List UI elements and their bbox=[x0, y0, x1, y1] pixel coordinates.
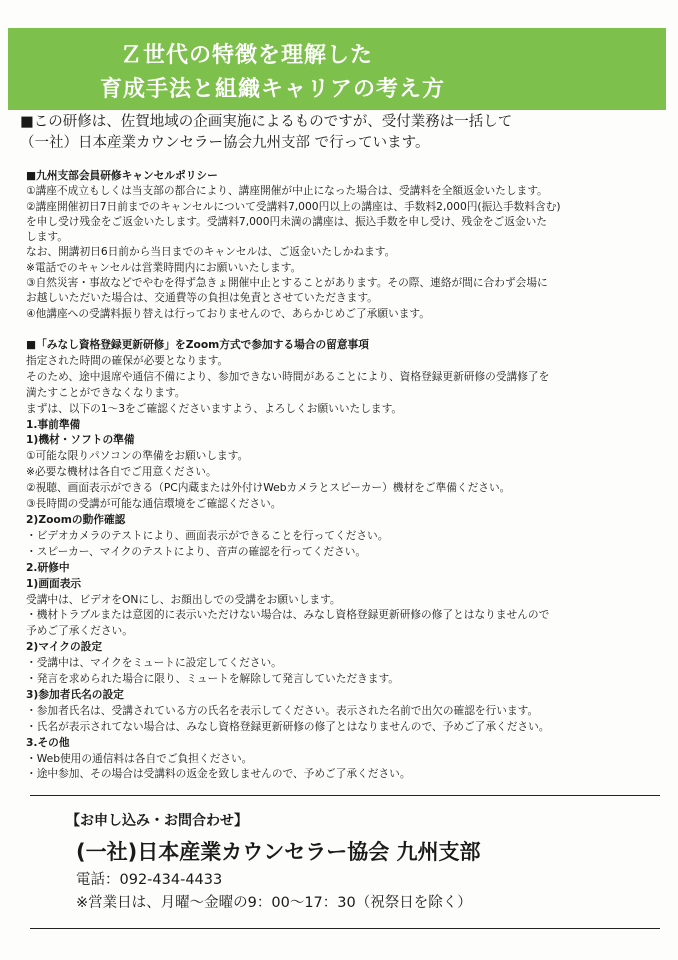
policy-line: を申し受け残金をご返金いたします。受講料7,000円未満の講座は、振込手数を申し受け、残金をご返金いた bbox=[26, 214, 547, 228]
other-line: ・Web使用の通信料は各自でご負担ください。 bbox=[26, 751, 253, 765]
intro-line-1: ■この研修は、佐賀地域の企画実施によるものですが、受付業務は一括して bbox=[20, 114, 513, 130]
equipment-line: ③長時間の受講が可能な通信環境をご確認ください。 bbox=[26, 497, 282, 511]
intro-line-2: （一社）日本産業カウンセラー協会九州支部 で行っています。 bbox=[20, 135, 430, 151]
bottom-divider bbox=[30, 928, 660, 929]
equipment-subheading: 1)機材・ソフトの準備 bbox=[26, 433, 135, 447]
zoom-intro-line: 指定された時間の確保が必要となります。 bbox=[26, 353, 229, 367]
zoom-notes-section bbox=[26, 337, 646, 782]
equipment-line: ①可能な限りパソコンの準備をお願いします。 bbox=[26, 449, 249, 463]
policy-line: ②講座開催初日7日前までのキャンセルについて受講料7,000円以上の講座は、手数料2,000円(振込手数料含む) bbox=[26, 199, 561, 213]
cancel-policy-heading: ■九州支部会員研修キャンセルポリシー bbox=[26, 169, 218, 182]
phone-number: 電話：092-434-4433 bbox=[76, 872, 223, 888]
cancel-policy-section bbox=[26, 168, 646, 321]
section-other-heading: 3.その他 bbox=[26, 735, 70, 749]
contact-section bbox=[66, 810, 481, 912]
policy-line: お越しいただいた場合は、交通費等の負担は免責とさせていただきます。 bbox=[26, 291, 378, 305]
contact-heading: 【お申し込み・お問合わせ】 bbox=[66, 813, 248, 829]
organization-name: (一社)日本産業カウンセラー協会 九州支部 bbox=[76, 840, 481, 864]
name-settings-line: ・参加者氏名は、受講されている方の氏名を表示してください。表示された名前で出欠の確認を行います。 bbox=[26, 703, 539, 717]
zoom-check-line: ・スピーカー、マイクのテストにより、音声の確認を行ってください。 bbox=[26, 544, 367, 558]
section-during-heading: 2.研修中 bbox=[26, 560, 70, 574]
top-divider bbox=[30, 795, 660, 796]
name-settings-subheading: 3)参加者氏名の設定 bbox=[26, 687, 124, 701]
zoom-intro-line: そのため、途中退席や通信不備により、参加できない時間があることにより、資格登録更新研修の受講修了を bbox=[26, 369, 550, 383]
title-line-2: 育成手法と組織キャリアの考え方 bbox=[100, 77, 446, 102]
section-preparation-heading: 1.事前準備 bbox=[26, 417, 81, 431]
policy-line: ③自然災害・事故などでやむを得ず急きょ開催中止とすることがあります。その際、連絡が間に合わず会場に bbox=[26, 276, 548, 290]
screen-display-line: 受講中は、ビデオをONにし、お顔出しでの受講をお願いします。 bbox=[26, 592, 341, 606]
zoom-check-line: ・ビデオカメラのテストにより、画面表示ができることを行ってください。 bbox=[26, 528, 389, 542]
mic-settings-line: ・発言を求められた場合に限り、ミュートを解除して発言していただきます。 bbox=[26, 672, 399, 686]
screen-display-line: 予めご了承ください。 bbox=[26, 624, 133, 638]
equipment-line: ※必要な機材は各自でご用意ください。 bbox=[26, 465, 217, 479]
policy-line: なお、開講初日6日前から当日までのキャンセルは、ご返金いたしかねます。 bbox=[26, 245, 396, 259]
equipment-line: ②視聴、画面表示ができる（PC内蔵または外付けWebカメラとスピーカー）機材をご準備ください。 bbox=[26, 481, 511, 495]
zoom-intro-line: 満たすことができなくなります。 bbox=[26, 385, 186, 399]
mic-settings-line: ・受講中は、マイクをミュートに設定してください。 bbox=[26, 656, 282, 670]
policy-line: します。 bbox=[26, 230, 68, 244]
business-hours: ※営業日は、月曜～金曜の9：00～17：30（祝祭日を除く） bbox=[76, 895, 472, 911]
zoom-notes-heading: ■「みなし資格登録更新研修」をZoom方式で参加する場合の留意事項 bbox=[26, 338, 369, 351]
other-line: ・途中参加、その場合は受講料の返金を致しませんので、予めご了承ください。 bbox=[26, 767, 411, 781]
policy-line: ①講座不成立もしくは当支部の都合により、講座開催が中止になった場合は、受講料を全額返金いたします。 bbox=[26, 184, 548, 198]
title-banner bbox=[8, 28, 666, 110]
screen-display-line: ・機材トラブルまたは意図的に表示いただけない場合は、みなし資格登録更新研修の修了とはなりませんので bbox=[26, 608, 550, 622]
policy-line: ④他講座への受講料振り替えは行っておりませんので、あらかじめご了承願います。 bbox=[26, 306, 430, 320]
screen-display-subheading: 1)画面表示 bbox=[26, 576, 82, 590]
intro-notice bbox=[20, 112, 512, 154]
name-settings-line: ・氏名が表示されてない場合は、みなし資格登録更新研修の修了とはなりませんので、予めご了承ください。 bbox=[26, 719, 550, 733]
policy-line: ※電話でのキャンセルは営業時間内にお願いいたします。 bbox=[26, 260, 302, 274]
title-line-1: Ｚ世代の特徴を理解した bbox=[120, 43, 374, 68]
zoom-check-subheading: 2)Zoomの動作確認 bbox=[26, 512, 126, 526]
mic-settings-subheading: 2)マイクの設定 bbox=[26, 640, 103, 654]
zoom-intro-line: まずは、以下の1～3をご確認くださいますよう、よろしくお願いいたします。 bbox=[26, 401, 403, 415]
